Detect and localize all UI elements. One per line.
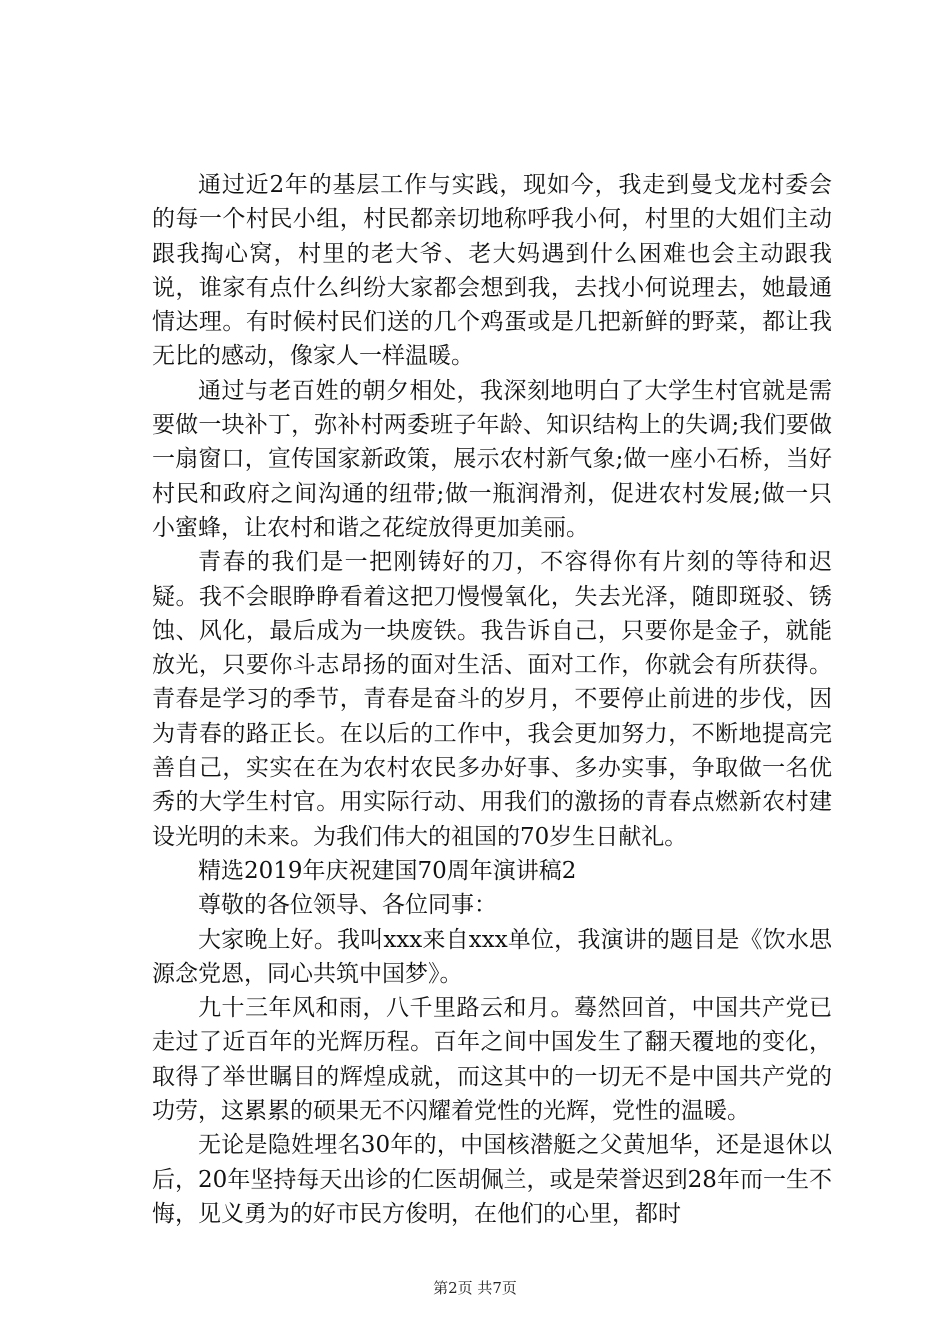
document-body xyxy=(152,168,832,1231)
page-footer: 第2页 共7页 xyxy=(433,1279,517,1297)
paragraph-party-history: 九十三年风和雨，八千里路云和月。蓦然回首，中国共产党已走过了近百年的光辉历程。百年之间中国发生了翻天覆地的变化，取得了举世瞩目的辉煌成就，而这其中的一切无不是中国共产党的功劳，这累累的硕果无不闪耀着党性的光辉，党性的温暖。 xyxy=(152,995,832,1125)
paragraph-greeting: 大家晚上好。我叫xxx来自xxx单位，我演讲的题目是《饮水思源念党恩，同心共筑中国梦》。 xyxy=(152,926,832,987)
salutation: 尊敬的各位领导、各位同事： xyxy=(198,892,497,919)
paragraph-role-models: 无论是隐姓埋名30年的，中国核潜艇之父黄旭华，还是退休以后，20年坚持每天出诊的仁医胡佩兰，或是荣誉迟到28年而一生不悔，见义勇为的好市民方俊明，在他们的心里，都时 xyxy=(152,1132,832,1227)
paragraph-youth: 青春的我们是一把刚铸好的刀，不容得你有片刻的等待和迟疑。我不会眼睁睁看着这把刀慢慢氧化，失去光泽，随即斑驳、锈蚀、风化，最后成为一块废铁。我告诉自己，只要你是金子，就能放光，只要你斗志昂扬的面对生活、面对工作，你就会有所获得。青春是学习的季节，青春是奋斗的岁月，不要停止前进的步伐，因为青春的路正长。在以后的工作中，我会更加努力，不断地提高完善自己，实实在在为农村农民多办好事、多办实事，争取做一名优秀的大学生村官。用实际行动、用我们的激扬的青春点燃新农村建设光明的未来。为我们伟大的祖国的70岁生日献礼。 xyxy=(152,549,832,850)
paragraph-village-official-role: 通过与老百姓的朝夕相处，我深刻地明白了大学生村官就是需要做一块补丁，弥补村两委班子年龄、知识结构上的失调;我们要做一扇窗口，宣传国家新政策，展示农村新气象;做一座小石桥，当好村民和政府之间沟通的纽带;做一瓶润滑剂，促进农村发展;做一只小蜜蜂，让农村和谐之花绽放得更加美丽。 xyxy=(152,377,832,541)
paragraph-grassroots-work: 通过近2年的基层工作与实践，现如今，我走到曼戈龙村委会的每一个村民小组，村民都亲切地称呼我小何，村里的大姐们主动跟我掏心窝，村里的老大爷、老大妈遇到什么困难也会主动跟我说，谁家有点什么纠纷大家都会想到我，去找小何说理去，她最通情达理。有时候村民们送的几个鸡蛋或是几把新鲜的野菜，都让我无比的感动，像家人一样温暖。 xyxy=(152,172,832,370)
speech-title: 精选2019年庆祝建国70周年演讲稿2 xyxy=(198,857,577,884)
